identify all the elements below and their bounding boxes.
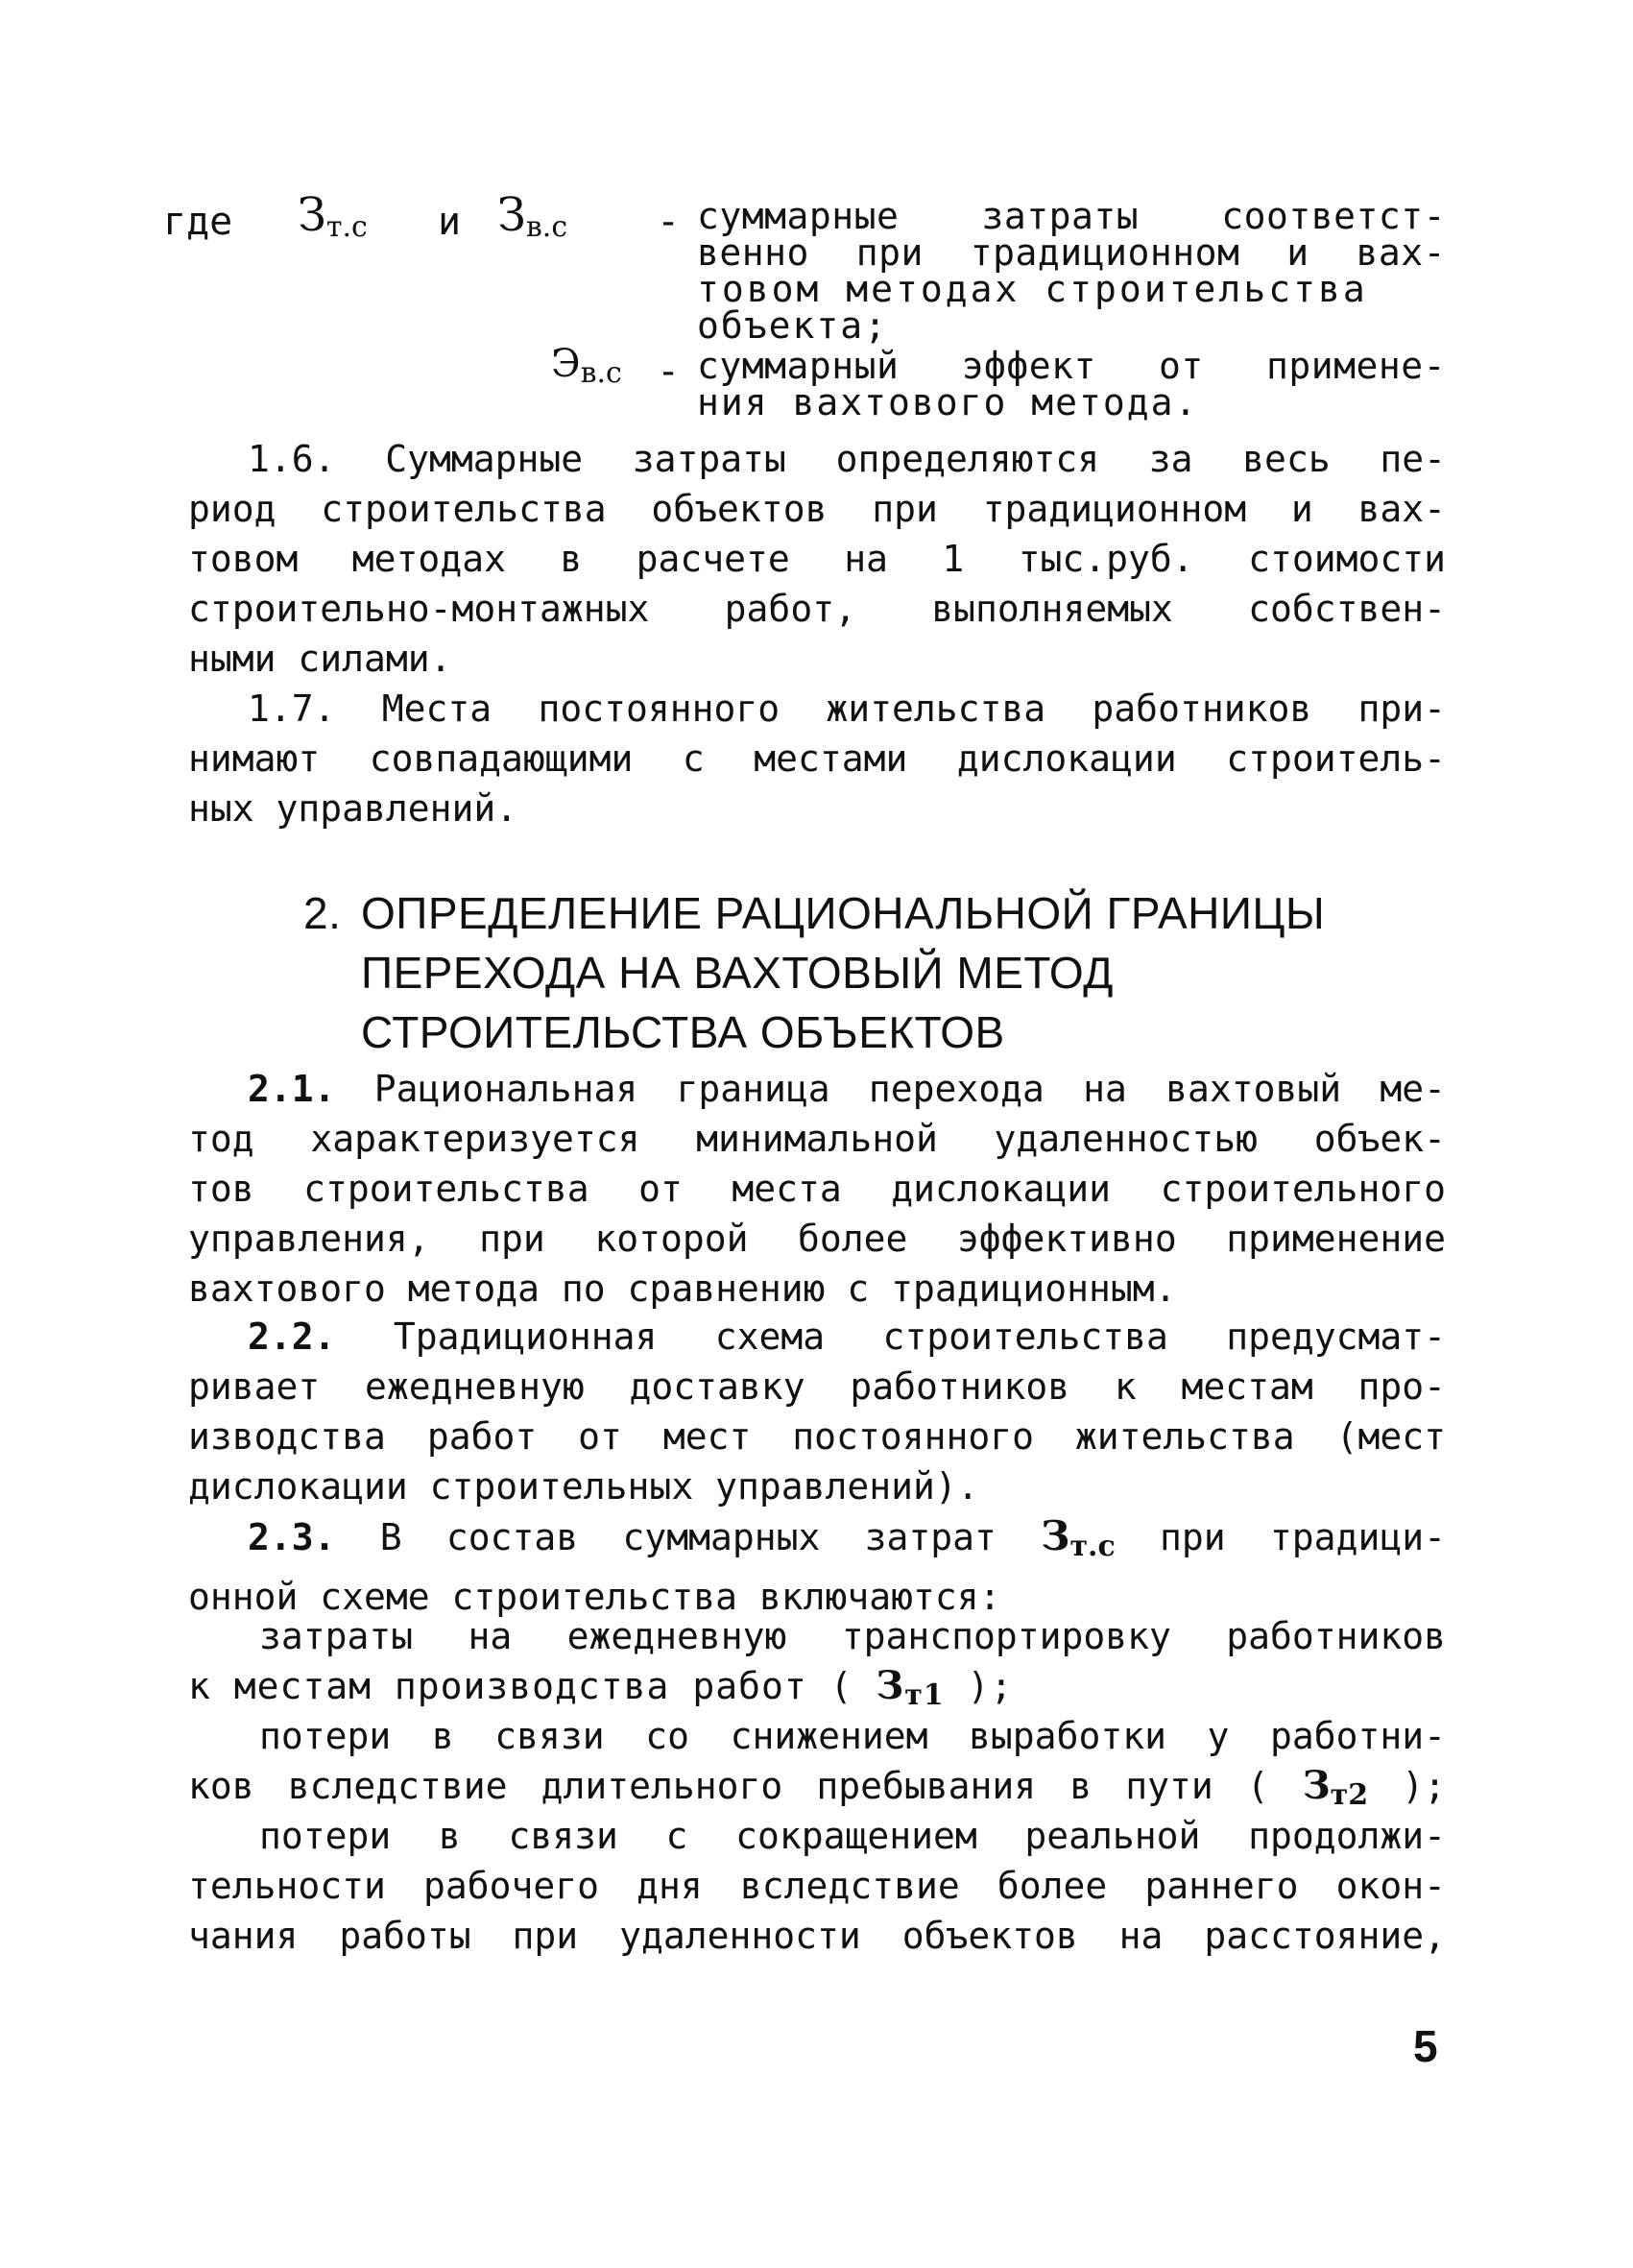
def1-line: венно при традиционном и вах- — [697, 231, 1446, 274]
where-word: где — [163, 200, 233, 244]
paragraph-line: тов строительства от места дислокации строительного — [188, 1168, 1446, 1210]
symbol-cost-shift — [497, 188, 567, 244]
cost-item-3 — [188, 1811, 1446, 1961]
paragraph-line: управления, при которой более эффективно применение — [188, 1218, 1446, 1260]
paragraph-1-6 — [188, 434, 1446, 684]
paragraph-line — [188, 684, 1446, 734]
symbol-cost-traditional — [1041, 1512, 1116, 1563]
def1-line: товом методах строительства — [697, 268, 1368, 310]
symbol-sub: в.с — [580, 356, 622, 390]
definition-1 — [697, 195, 1446, 347]
item-text: ); — [967, 1665, 1014, 1707]
section-number: 2. — [303, 888, 342, 938]
paragraph-text: Суммарные затраты определяются за весь пе- — [385, 438, 1446, 480]
item-line: тельности рабочего дня вследствие более раннего окон- — [188, 1865, 1446, 1907]
paragraph-line: тод характеризуется минимальной удаленностью объек- — [188, 1118, 1446, 1160]
paragraph-text: В состав суммарных затрат — [379, 1516, 997, 1558]
paragraph-number: 1.7. — [248, 688, 336, 730]
def1-line: суммарные затраты соответст- — [697, 195, 1446, 237]
paragraph-line — [188, 1064, 1446, 1114]
paragraph-2-3 — [188, 1511, 1446, 1622]
paragraph-1-7 — [188, 684, 1446, 833]
paragraph-line: риод строительства объектов при традиционном и вах- — [188, 488, 1446, 530]
def2-dash: - — [657, 350, 681, 394]
symbol-sub: т1 — [904, 1678, 945, 1712]
heading-line: ПЕРЕХОДА НА ВАХТОВЫЙ МЕТОД — [361, 948, 1114, 998]
paragraph-number: 2.1. — [248, 1068, 336, 1110]
symbol-base: З — [497, 188, 526, 242]
paragraph-line: ными силами. — [188, 638, 452, 680]
paragraph-text: Места постоянного жительства работников при- — [381, 688, 1446, 730]
symbol-output-loss — [1302, 1763, 1369, 1812]
def2-line: суммарный эффект от примене- — [697, 345, 1446, 387]
item-line: затраты на ежедневную транспортировку работников — [259, 1615, 1446, 1657]
paragraph-line: дислокации строительных управлений). — [188, 1465, 979, 1508]
symbol-base: З — [1041, 1512, 1070, 1559]
paragraph-line: ных управлений. — [188, 787, 518, 830]
paragraph-line — [188, 1511, 1446, 1572]
item-line: потери в связи со снижением выработки у работни- — [259, 1715, 1446, 1757]
def2-line: ния вахтового метода. — [697, 381, 1199, 423]
paragraph-line: вахтового метода по сравнению с традиционным. — [188, 1267, 1177, 1310]
cost-item-2 — [188, 1711, 1446, 1821]
paragraph-line — [188, 434, 1446, 484]
symbol-cost-traditional — [298, 188, 368, 244]
paragraph-text: Традиционная схема строительства предусмат- — [393, 1315, 1446, 1358]
paragraph-text: Рациональная граница перехода на вахтовый ме- — [373, 1068, 1446, 1110]
item-line: чания работы при удаленности объектов на расстояние, — [188, 1915, 1446, 1957]
symbol-base: З — [298, 188, 326, 242]
paragraph-line: товом методах в расчете на 1 тыс.руб. стоимости — [188, 538, 1446, 580]
heading-line: СТРОИТЕЛЬСТВА ОБЪЕКТОВ — [361, 1007, 1005, 1057]
symbol-effect-shift — [551, 342, 622, 390]
paragraph-line — [188, 1312, 1446, 1362]
section-heading — [361, 883, 1325, 1062]
def1-line: объекта; — [697, 304, 889, 347]
symbol-base: Э — [551, 342, 581, 386]
paragraph-2-1 — [188, 1064, 1446, 1314]
item-text: ); — [1402, 1765, 1446, 1807]
paragraph-line: нимают совпадающими с местами дислокации строитель- — [188, 737, 1446, 780]
item-text: ков вследствие длительного пребывания в пути ( — [188, 1765, 1269, 1807]
paragraph-number: 2.2. — [248, 1315, 336, 1358]
conj-and: и — [438, 200, 462, 244]
paragraph-number: 1.6. — [248, 438, 336, 480]
paragraph-line: ривает ежедневную доставку работников к местам про- — [188, 1365, 1446, 1408]
definition-2 — [697, 345, 1446, 423]
paragraph-line: строительно-монтажных работ, выполняемых собствен- — [188, 588, 1446, 630]
paragraph-2-2 — [188, 1312, 1446, 1511]
symbol-sub: в.с — [525, 210, 568, 244]
symbol-transport-cost — [876, 1663, 945, 1712]
cost-item-1 — [188, 1611, 1446, 1721]
symbol-base: З — [876, 1663, 905, 1708]
paragraph-line: изводства работ от мест постоянного жительства (мест — [188, 1415, 1446, 1458]
symbol-sub: т.с — [325, 210, 368, 244]
def1-dash: - — [657, 200, 681, 244]
symbol-sub: т2 — [1330, 1778, 1369, 1812]
page-number: 5 — [1413, 2021, 1438, 2071]
symbol-base: З — [1302, 1763, 1331, 1808]
paragraph-number: 2.3. — [248, 1516, 336, 1558]
paragraph-line: онной схеме строительства включаются: — [188, 1576, 1001, 1618]
heading-line: ОПРЕДЕЛЕНИЕ РАЦИОНАЛЬНОЙ ГРАНИЦЫ — [361, 888, 1326, 938]
paragraph-text: при традици- — [1160, 1516, 1446, 1558]
item-line: потери в связи с сокращением реальной продолжи- — [259, 1815, 1446, 1857]
item-text: к местам производства работ ( — [188, 1665, 853, 1707]
symbol-sub: т.с — [1069, 1530, 1116, 1563]
